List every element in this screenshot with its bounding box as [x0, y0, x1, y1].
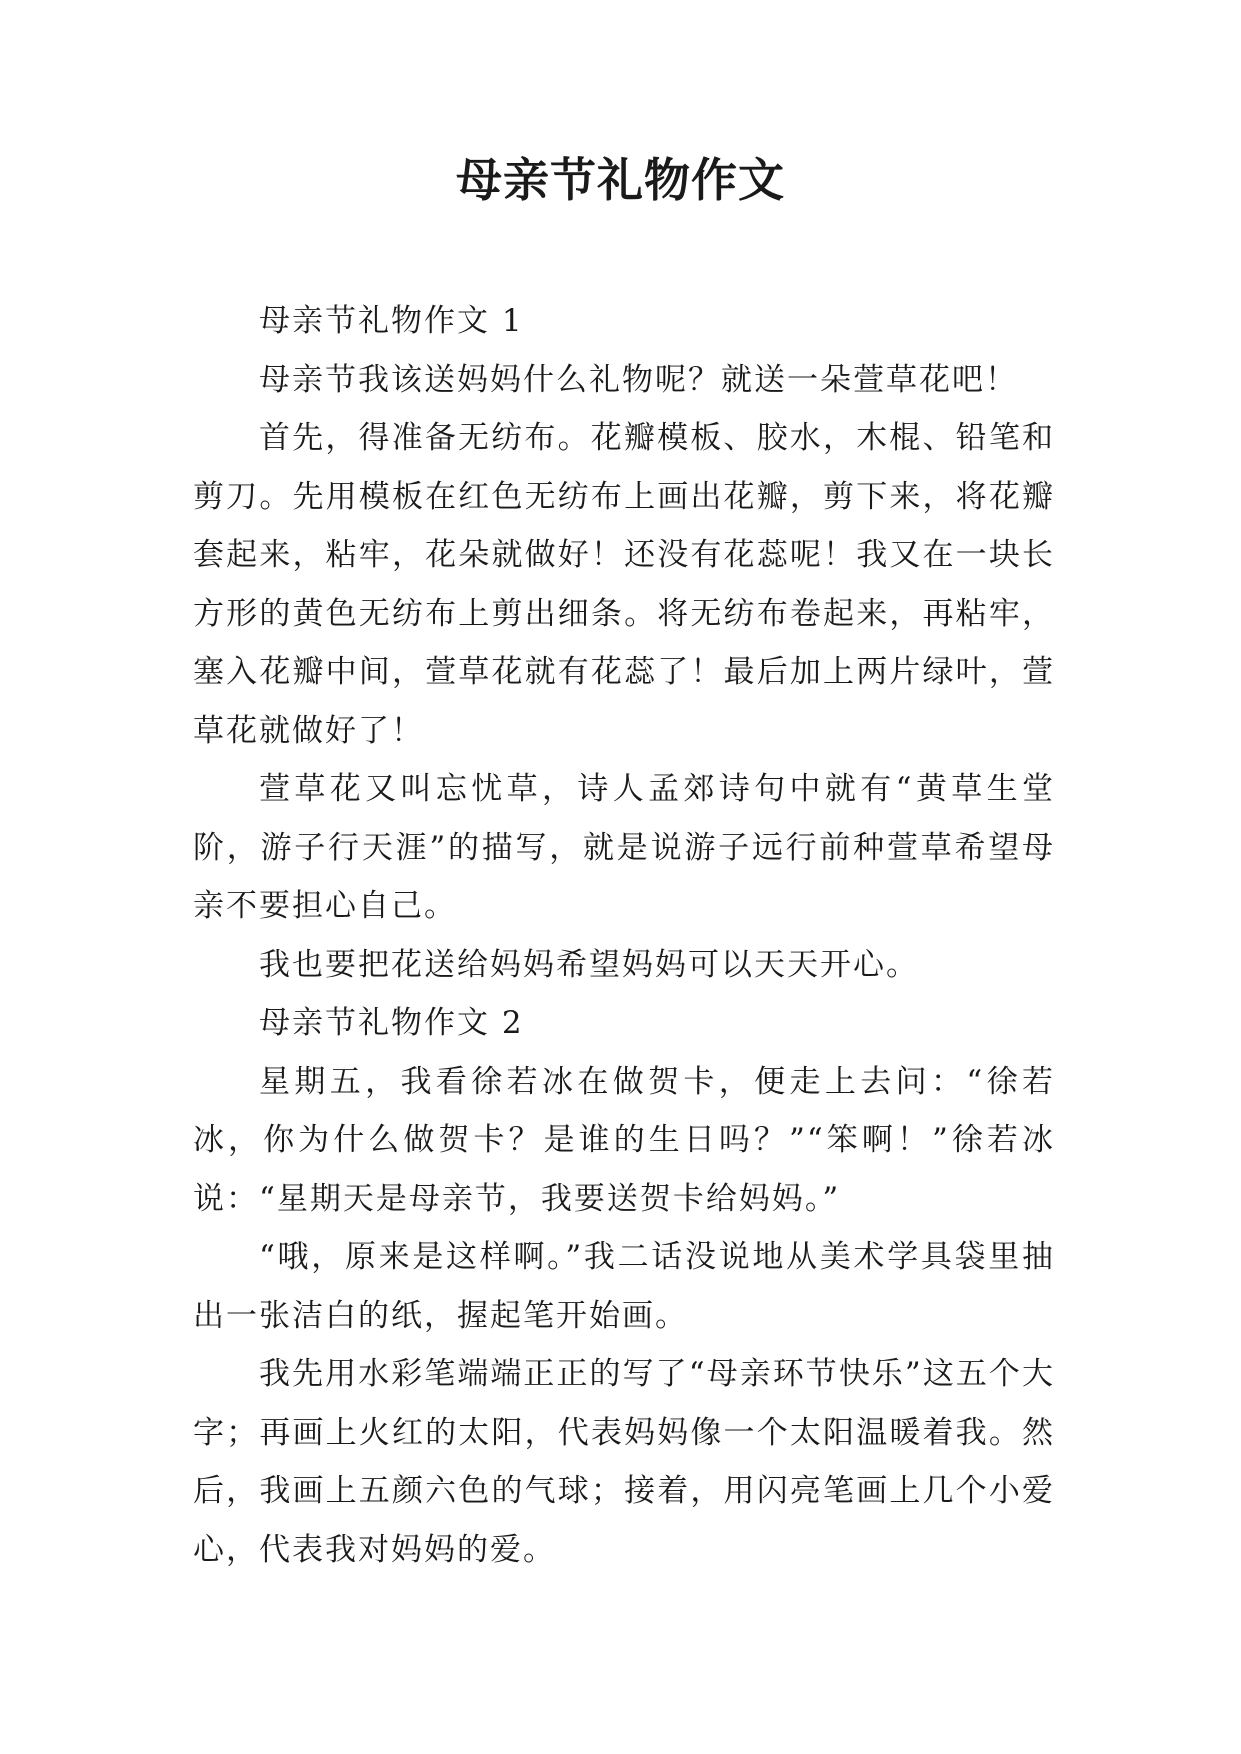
paragraph: 萱草花又叫忘忧草，诗人孟郊诗句中就有“黄草生堂阶，游子行天涯”的描写，就是说游子远行前种萱草希望母亲不要担心自己。 [193, 771, 1055, 924]
section-heading-2: 母亲节礼物作文 2 [259, 1005, 524, 1041]
document-title: 母亲节礼物作文 [456, 153, 785, 207]
paragraph: “哦，原来是这样啊。”我二话没说地从美术学具袋里抽出一张洁白的纸，握起笔开始画。 [193, 1239, 1055, 1334]
section-heading-1: 母亲节礼物作文 1 [259, 303, 524, 339]
paragraph: 首先，得准备无纺布。花瓣模板、胶水，木棍、铅笔和剪刀。先用模板在红色无纺布上画出花瓣，剪下来，将花瓣套起来，粘牢，花朵就做好！还没有花蕊呢！我又在一块长方形的黄色无纺布上剪出细条。将无纺布卷起来，再粘牢，塞入花瓣中间，萱草花就有花蕊了！最后加上两片绿叶，萱草花就做好了！ [193, 420, 1055, 749]
document-body [193, 292, 1055, 1579]
paragraph: 我也要把花送给妈妈希望妈妈可以天天开心。 [259, 946, 919, 983]
paragraph: 星期五，我看徐若冰在做贺卡，便走上去问：“徐若冰，你为什么做贺卡？是谁的生日吗？”“笨啊！”徐若冰说：“星期天是母亲节，我要送贺卡给妈妈。” [193, 1063, 1055, 1217]
paragraph: 母亲节我该送妈妈什么礼物呢？就送一朵萱草花吧！ [259, 361, 1018, 398]
paragraph: 我先用水彩笔端端正正的写了“母亲环节快乐”这五个大字；再画上火红的太阳，代表妈妈像一个太阳温暖着我。然后，我画上五颜六色的气球；接着，用闪亮笔画上几个小爱心，代表我对妈妈的爱。 [193, 1356, 1055, 1568]
